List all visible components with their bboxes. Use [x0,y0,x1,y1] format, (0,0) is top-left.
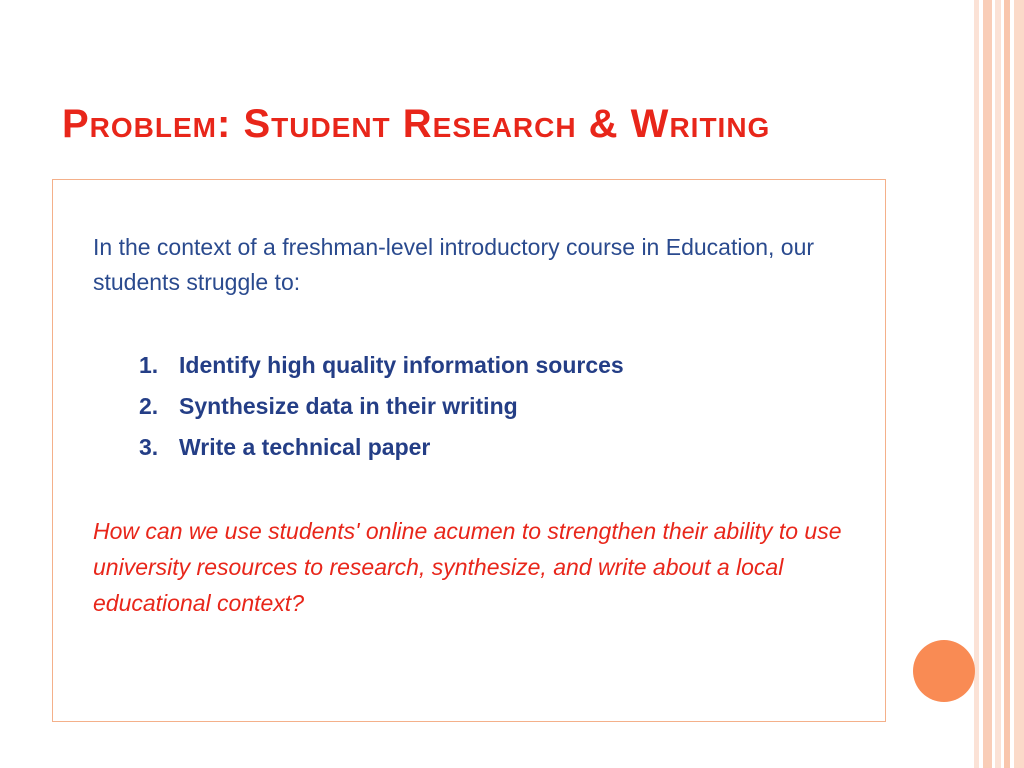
list-item-number: 2. [139,393,159,419]
struggle-list [139,345,624,468]
intro-text: In the context of a freshman-level introductory course in Education, our students struggle to: [93,234,815,295]
list-item-text: Write a technical paper [179,434,431,460]
list-item-number: 3. [139,434,159,460]
decorative-stripe [995,0,1001,768]
list-item [139,386,624,427]
decorative-stripe [1004,0,1010,768]
list-item-text: Synthesize data in their writing [179,393,518,419]
list-item [139,345,624,386]
slide-title: Problem: Student Research & Writing [62,102,771,146]
list-item-number: 1. [139,352,159,378]
list-item [139,427,624,468]
decorative-stripe [974,0,979,768]
decorative-stripe [983,0,992,768]
research-question: How can we use students' online acumen to strengthen their ability to use university resources to research, synthesize, and write about a local educational context? [93,518,842,616]
list-item-text: Identify high quality information sources [179,352,624,378]
accent-circle [913,640,975,702]
decorative-stripe [1014,0,1024,768]
content-box [52,179,886,722]
